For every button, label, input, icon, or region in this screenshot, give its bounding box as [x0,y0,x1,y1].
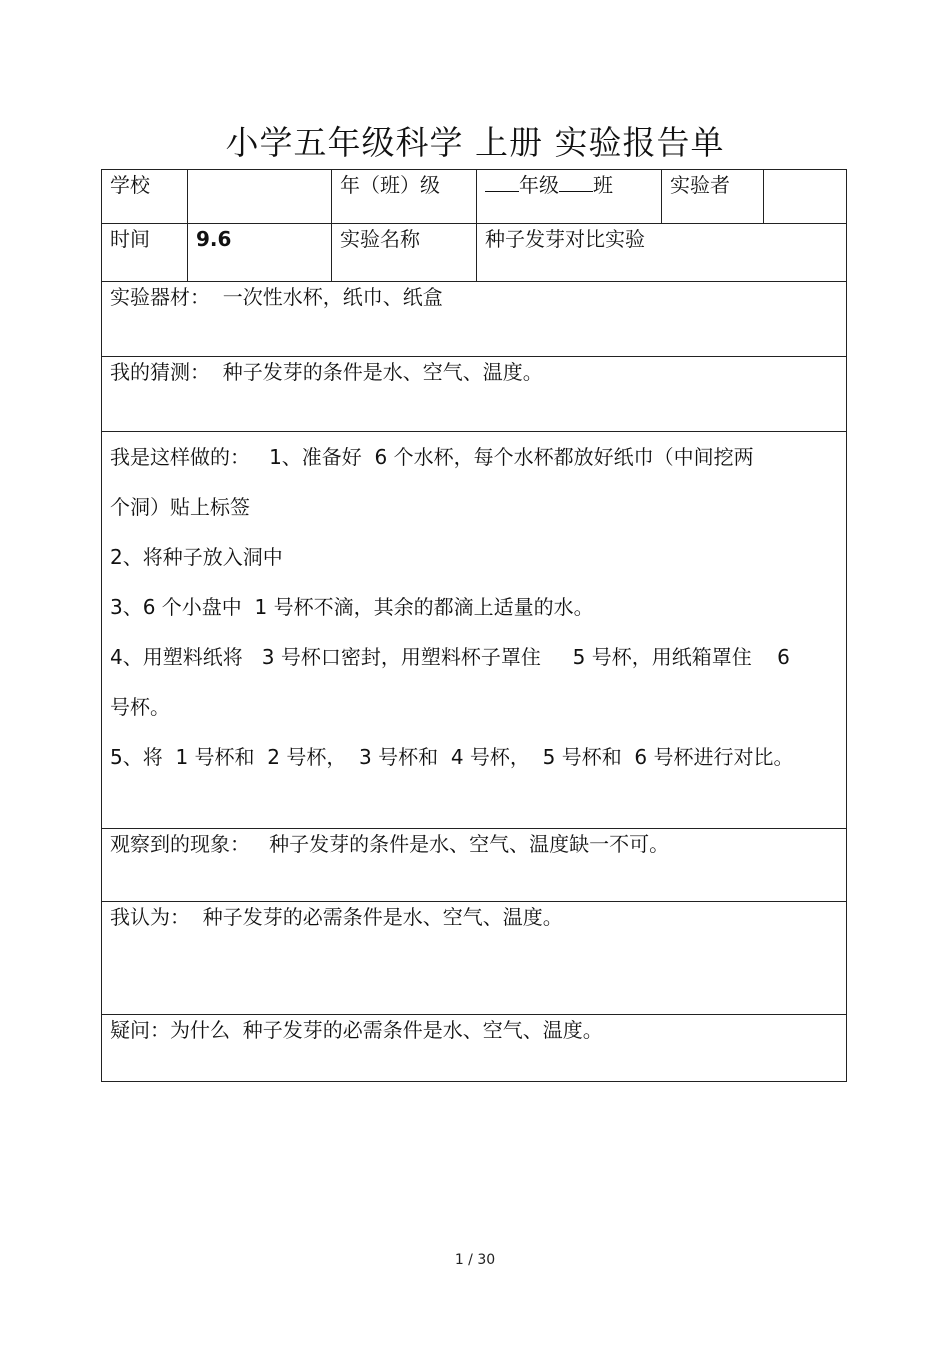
materials-value: 一次性水杯，纸巾、纸盒 [210,285,443,309]
procedure-line: 2、将种子放入洞中 [110,545,283,569]
question-value: 为什么 种子发芽的必需条件是水、空气、温度。 [170,1018,603,1042]
procedure-line: 3、6 个小盘中 1 号杯不滴，其余的都滴上适量的水。 [110,595,594,619]
time-value: 9.6 [188,224,332,282]
conclusion-row [102,902,847,1015]
class-suffix: 班 [593,173,613,197]
materials-label: 实验器材： [110,285,210,309]
report-table [101,169,847,1082]
question-row [102,1015,847,1082]
grade-value[interactable] [477,170,662,224]
procedure-label: 我是这样做的： [110,445,250,469]
conclusion-cell [102,902,847,1015]
guess-value: 种子发芽的条件是水、空气、温度。 [210,360,543,384]
guess-cell [102,357,847,432]
procedure-line: 个洞）贴上标签 [110,495,250,519]
grade-label: 年（班）级 [332,170,477,224]
experimenter-value[interactable] [764,170,847,224]
info-row-school [102,170,847,224]
page-title: 小学五年级科学 上册 实验报告单 [225,123,725,162]
guess-row [102,357,847,432]
experimenter-label: 实验者 [662,170,764,224]
page-number: 1 / 30 [454,1252,496,1268]
question-label: 疑问： [110,1018,170,1042]
procedure-step: 1、准备好 6 个水杯，每个水杯都放好纸巾（中间挖两 [250,445,754,469]
time-label: 时间 [102,224,188,282]
procedure-row [102,432,847,829]
class-blank[interactable] [559,173,593,192]
question-cell [102,1015,847,1082]
experiment-name-label: 实验名称 [332,224,477,282]
school-value[interactable] [188,170,332,224]
procedure-line [110,432,838,482]
grade-blank[interactable] [485,173,519,192]
materials-row [102,282,847,357]
school-label: 学校 [102,170,188,224]
procedure-line: 4、用塑料纸将 3 号杯口密封，用塑料杯子罩住 5 号杯，用纸箱罩住 6 [110,645,790,669]
materials-cell [102,282,847,357]
observation-cell [102,829,847,902]
conclusion-label: 我认为： [110,905,190,929]
observation-label: 观察到的现象： [110,832,250,856]
observation-row [102,829,847,902]
conclusion-value: 种子发芽的必需条件是水、空气、温度。 [190,905,563,929]
procedure-line: 5、将 1 号杯和 2 号杯， 3 号杯和 4 号杯， 5 号杯和 6 号杯进行对比。 [110,745,794,769]
info-row-time [102,224,847,282]
experiment-name-value: 种子发芽对比实验 [477,224,847,282]
observation-value: 种子发芽的条件是水、空气、温度缺一不可。 [250,832,670,856]
procedure-line: 号杯。 [110,695,170,719]
guess-label: 我的猜测： [110,360,210,384]
procedure-cell [102,432,847,829]
grade-suffix: 年级 [519,173,559,197]
